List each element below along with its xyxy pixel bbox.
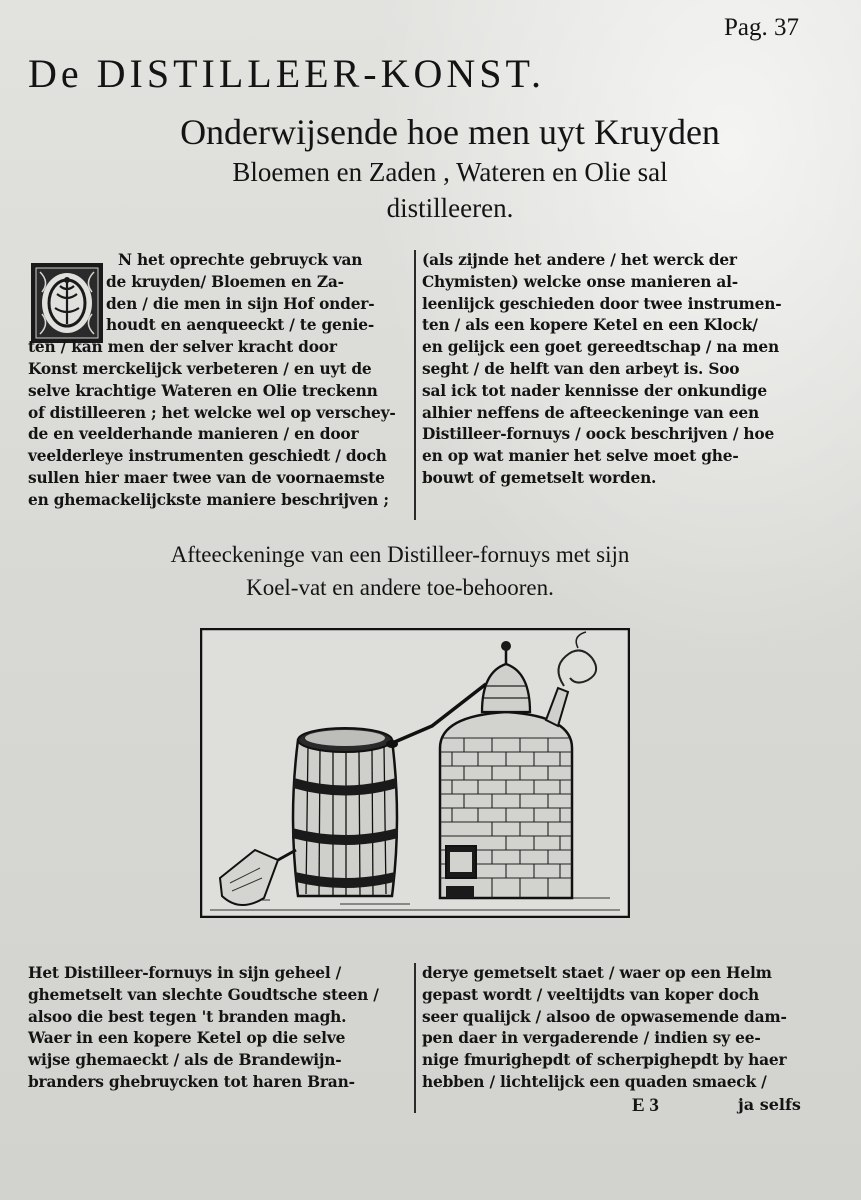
subtitle-line-1: Onderwijsende hoe men uyt Kruyden: [180, 112, 720, 152]
text-line: (als zijnde het andere / het werck der: [422, 251, 737, 269]
signature-mark: E 3: [632, 1095, 659, 1116]
column-rule-top: [414, 250, 416, 520]
text-line: seer qualijck / alsoo de opwasemende dam-: [422, 1007, 787, 1026]
text-line: hebben / lichtelijck een quaden smaeck /: [422, 1072, 767, 1091]
text-line: gepast wordt / veeltijdts van koper doch: [422, 985, 760, 1004]
text-line: den / die men in sijn Hof onder-: [106, 294, 375, 313]
text-line: selve krachtige Wateren en Olie treckenn: [28, 381, 378, 400]
body-bottom-left-column: [28, 963, 410, 1094]
text-line: ten / kan men der selver kracht door: [28, 338, 337, 357]
page-title: De DISTILLEER-KONST.: [28, 51, 545, 96]
text-line: of distilleeren ; het welcke wel op verschey-: [28, 403, 396, 422]
text-line: Chymisten) welcke onse manieren al-: [422, 272, 738, 291]
text-line: Distilleer-fornuys / oock beschrijven / hoe: [422, 425, 775, 444]
text-line: pen daer in vergaderende / indien sy ee-: [422, 1029, 761, 1048]
text-line: nige fmurighepdt of scherpighepdt by haer: [422, 1051, 787, 1070]
text-line: bouwt of gemetselt worden.: [422, 468, 657, 487]
body-bottom-right-column: [422, 963, 802, 1094]
text-line: wijse ghemaeckt / als de Brandewijn-: [28, 1051, 342, 1070]
figure-caption-line-2: Koel-vat en andere toe-behooren.: [246, 575, 554, 600]
text-line: ten / als een kopere Ketel en een Klock/: [422, 316, 758, 335]
text-line: leenlijck geschieden door twee instrumen-: [422, 294, 782, 313]
text-line: de en veelderhande manieren / en door: [28, 425, 359, 444]
text-line: derye gemetselt staet / waer op een Helm: [422, 964, 772, 982]
subtitle: [70, 110, 830, 226]
text-line: seght / de helft van den arbeyt is. Soo: [422, 359, 740, 378]
text-line: N het oprechte gebruyck van: [118, 251, 363, 269]
body-top-left-column: [28, 250, 410, 512]
text-line: Konst merckelijck verbeteren / en uyt de: [28, 359, 372, 378]
text-line: ghemetselt van slechte Goudtsche steen /: [28, 985, 379, 1004]
text-line: alhier neffens de afteeckeninge van een: [422, 403, 759, 422]
column-rule-bottom: [414, 963, 416, 1113]
figure-caption: [120, 538, 680, 604]
body-top-right-column: [422, 250, 800, 490]
distilling-furnace-woodcut: [200, 628, 630, 918]
text-line: de kruyden/ Bloemen en Za-: [106, 272, 344, 291]
subtitle-line-2: Bloemen en Zaden , Wateren en Olie sal: [232, 157, 668, 187]
text-line: en gelijck een goet gereedtschap / na men: [422, 338, 779, 357]
text-line: veelderleye instrumenten geschiedt / doch: [28, 447, 387, 466]
text-line: Het Distilleer-fornuys in sijn geheel /: [28, 964, 342, 982]
text-line: Waer in een kopere Ketel op die selve: [28, 1029, 346, 1048]
text-line: en ghemackelijckste maniere beschrijven ;: [28, 490, 389, 509]
cooling-barrel: [292, 728, 398, 896]
page-number: Pag. 37: [724, 14, 799, 41]
subtitle-line-3: distilleeren.: [386, 193, 514, 223]
text-line: sal ick tot nader kennisse der onkundige: [422, 381, 767, 400]
catchword: ja selfs: [738, 1095, 801, 1114]
text-line: houdt en aenqueeckt / te genie-: [106, 316, 375, 335]
text-line: en op wat manier het selve moet ghe-: [422, 447, 739, 466]
figure-caption-line-1: Afteeckeninge van een Distilleer-fornuys met sijn: [170, 542, 630, 567]
text-line: branders ghebruycken tot haren Bran-: [28, 1072, 355, 1091]
text-line: alsoo die best tegen 't branden magh.: [28, 1007, 347, 1026]
text-line: sullen hier maer twee van de voornaemste: [28, 468, 385, 487]
